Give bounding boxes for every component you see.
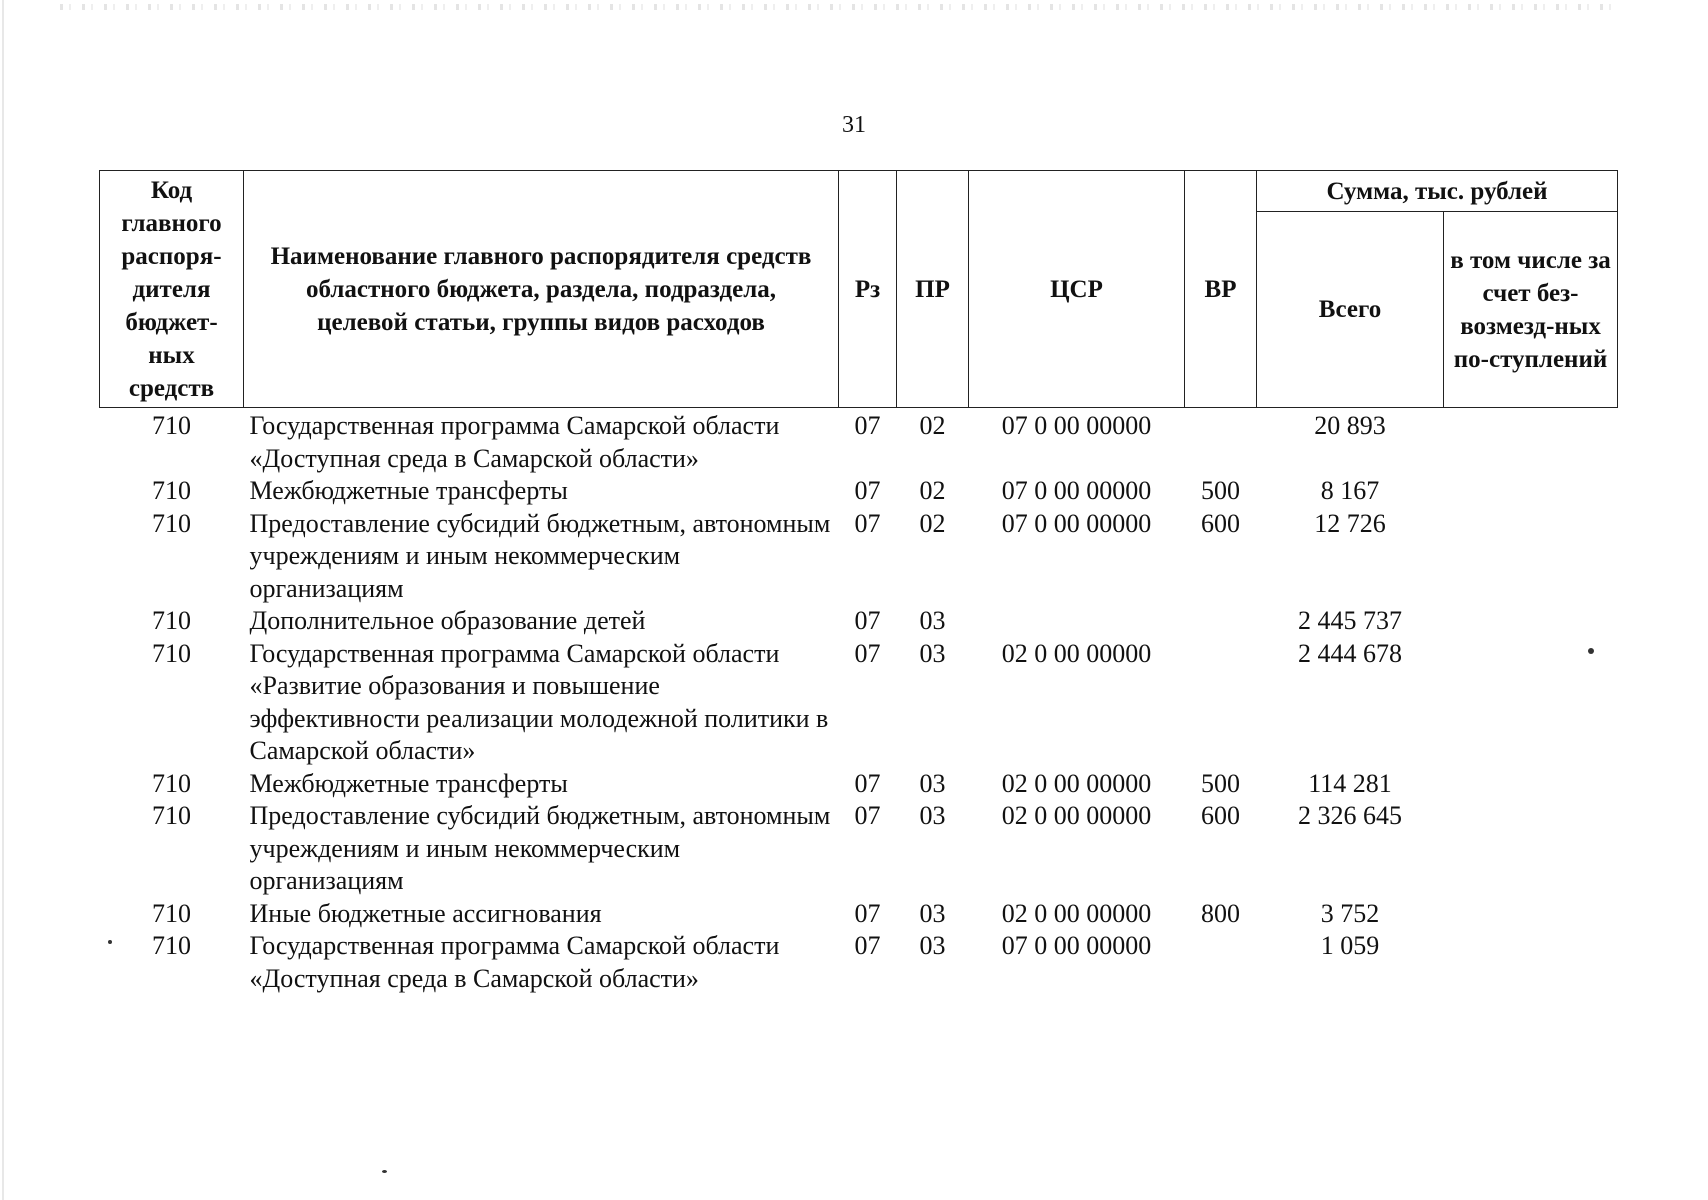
cell-pr: 03: [919, 638, 946, 668]
cell-grants: [1444, 638, 1618, 768]
cell-rz: 07: [854, 411, 881, 440]
cell-name: Государственная программа Самарской области «Доступная среда в Самарской области»: [249, 931, 780, 993]
cell-csr: 07 0 00 00000: [1001, 508, 1152, 538]
header-vr: ВР: [1185, 171, 1257, 408]
cell-csr: 07 0 00 00000: [1001, 411, 1152, 440]
table-body: [100, 408, 1618, 996]
cell-grants: [1444, 898, 1618, 931]
scan-speck: [108, 940, 112, 944]
cell-code: 710: [152, 476, 191, 505]
cell-code: 710: [152, 638, 191, 668]
cell-total: 2 445 737: [1298, 606, 1402, 635]
header-total: Всего: [1257, 212, 1444, 408]
header-csr: ЦСР: [969, 171, 1185, 408]
cell-vr: 500: [1201, 476, 1240, 505]
cell-total: 114 281: [1308, 768, 1392, 798]
cell-name: Государственная программа Самарской области «Доступная среда в Самарской области»: [249, 411, 780, 473]
cell-vr: 600: [1201, 508, 1240, 538]
budget-table: [99, 170, 1618, 995]
cell-code: 710: [152, 606, 191, 635]
header-code: Код главного распоря-дителя бюджет-ных средств: [100, 171, 244, 408]
cell-name: Государственная программа Самарской области «Развитие образования и повышение эффективности реализации молодежной политики в Самарской области»: [249, 638, 829, 765]
cell-grants: [1444, 508, 1618, 606]
cell-total: 1 059: [1320, 931, 1380, 960]
header-grants: в том числе за счет без-возмезд-ных по-ступлений: [1444, 212, 1618, 408]
cell-code: 710: [152, 768, 191, 798]
table-row: [100, 475, 1618, 508]
cell-name: Предоставление субсидий бюджетным, автономным учреждениям и иным некоммерческим организациям: [249, 508, 831, 603]
cell-rz: 07: [854, 606, 881, 635]
cell-name: Дополнительное образование детей: [249, 606, 646, 635]
table-row: [100, 898, 1618, 931]
cell-csr: 02 0 00 00000: [1001, 638, 1152, 668]
cell-code: 710: [152, 411, 191, 440]
cell-code: 710: [152, 508, 191, 538]
cell-vr: [1185, 408, 1257, 476]
cell-code: 710: [152, 931, 191, 960]
cell-pr: 03: [919, 931, 946, 960]
cell-rz: 07: [854, 638, 881, 668]
cell-pr: 03: [919, 768, 946, 798]
cell-csr: 02 0 00 00000: [1001, 898, 1152, 928]
cell-code: 710: [152, 898, 191, 928]
cell-grants: [1444, 768, 1618, 801]
cell-grants: [1444, 930, 1618, 995]
cell-vr: 500: [1201, 768, 1240, 798]
scan-speck: [1588, 648, 1594, 654]
cell-csr: 07 0 00 00000: [1001, 931, 1152, 960]
cell-csr: 07 0 00 00000: [1001, 476, 1152, 505]
cell-pr: 03: [919, 606, 946, 635]
cell-total: 2 326 645: [1298, 801, 1402, 830]
cell-grants: [1444, 605, 1618, 638]
cell-rz: 07: [854, 476, 881, 505]
cell-name: Межбюджетные трансферты: [249, 476, 568, 505]
header-name: Наименование главного распорядителя средств областного бюджета, раздела, подраздела, целевой статьи, группы видов расходов: [244, 171, 839, 408]
header-rz: Рз: [839, 171, 897, 408]
table-row: [100, 508, 1618, 606]
table-row: [100, 768, 1618, 801]
cell-grants: [1444, 408, 1618, 476]
scan-edge-top: [60, 4, 1620, 10]
cell-vr: 600: [1201, 801, 1240, 830]
cell-csr: [969, 605, 1185, 638]
table-row: [100, 638, 1618, 768]
cell-name: Иные бюджетные ассигнования: [249, 898, 602, 928]
cell-code: 710: [152, 801, 191, 830]
header-sum-group: Сумма, тыс. рублей: [1257, 171, 1618, 212]
cell-grants: [1444, 475, 1618, 508]
cell-pr: 03: [919, 801, 946, 830]
cell-total: 8 167: [1320, 476, 1380, 505]
cell-name: Межбюджетные трансферты: [249, 768, 568, 798]
cell-rz: 07: [854, 508, 881, 538]
table-header: [100, 171, 1618, 408]
cell-pr: 02: [919, 476, 946, 505]
cell-total: 2 444 678: [1298, 638, 1402, 668]
page-number: 31: [842, 112, 866, 138]
table-row: [100, 930, 1618, 995]
header-row-1: [100, 171, 1618, 212]
cell-pr: 02: [919, 411, 946, 440]
cell-total: 12 726: [1314, 508, 1386, 538]
cell-name: Предоставление субсидий бюджетным, автономным учреждениям и иным некоммерческим организациям: [249, 801, 831, 895]
scan-speck: [382, 1170, 387, 1173]
cell-vr: [1185, 605, 1257, 638]
cell-pr: 02: [919, 508, 946, 538]
table-row: [100, 800, 1618, 898]
cell-rz: 07: [854, 768, 881, 798]
cell-grants: [1444, 800, 1618, 898]
table-row: [100, 605, 1618, 638]
cell-vr: [1185, 930, 1257, 995]
cell-rz: 07: [854, 801, 881, 830]
cell-total: 3 752: [1320, 898, 1380, 928]
header-pr: ПР: [897, 171, 969, 408]
cell-pr: 03: [919, 898, 946, 928]
cell-csr: 02 0 00 00000: [1001, 801, 1152, 830]
cell-rz: 07: [854, 931, 881, 960]
cell-total: 20 893: [1314, 411, 1386, 440]
scan-edge-left: [2, 0, 4, 1200]
cell-csr: 02 0 00 00000: [1001, 768, 1152, 798]
table-row: [100, 408, 1618, 476]
cell-vr: [1185, 638, 1257, 768]
cell-rz: 07: [854, 898, 881, 928]
cell-vr: 800: [1201, 898, 1240, 928]
